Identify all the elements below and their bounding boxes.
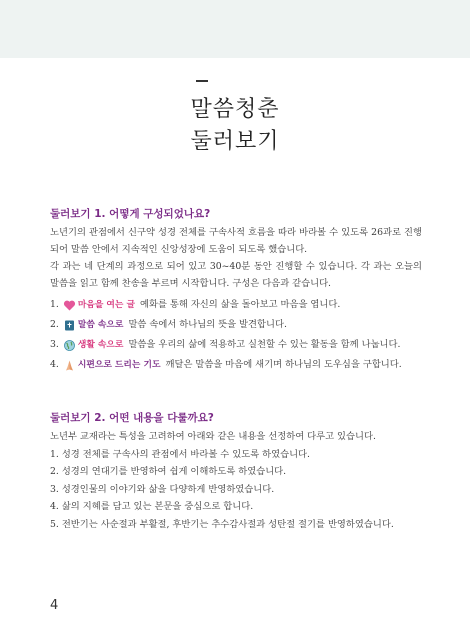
section1-paragraph-1: 노년기의 관점에서 신구약 성경 전체를 구속사적 흐름을 따라 바라볼 수 있도록 26과로 진행되어 말씀 안에서 지속적인 신앙성장에 도움이 되도록 했습니다. bbox=[50, 227, 422, 255]
section2-intro: 노년부 교재라는 특성을 고려하여 아래와 같은 내용을 선정하여 다루고 있습니다. bbox=[50, 431, 376, 442]
content-line: 4. 삶의 지혜를 담고 있는 본문을 중심으로 합니다. bbox=[50, 501, 254, 512]
section-contents bbox=[50, 410, 422, 533]
item-tag: 말씀 속으로 bbox=[77, 320, 124, 330]
page-title-line2: 둘러보기 bbox=[190, 129, 280, 154]
component-list bbox=[50, 295, 422, 375]
section-composition bbox=[50, 206, 422, 375]
item-number: 3. bbox=[50, 339, 59, 350]
heart-icon bbox=[63, 299, 76, 312]
page-title-line1: 말씀청춘 bbox=[190, 97, 280, 122]
item-tag: 마음을 여는 글 bbox=[77, 300, 135, 310]
content-line: 5. 전반기는 사순절과 부활절, 후반기는 추수감사절과 성탄절 절기를 반영하였습니다. bbox=[50, 518, 394, 530]
list-item bbox=[50, 295, 422, 315]
praying-hands-icon bbox=[63, 359, 76, 372]
item-number: 1. bbox=[50, 299, 59, 310]
list-item bbox=[50, 335, 422, 355]
item-number: 2. bbox=[50, 319, 59, 330]
section1-heading: 둘러보기 1. 어떻게 구성되었나요? bbox=[50, 208, 211, 220]
section2-heading: 둘러보기 2. 어떤 내용을 다룰까요? bbox=[50, 412, 214, 424]
item-text: 말씀을 우리의 삶에 적용하고 실천할 수 있는 활동을 함께 나눕니다. bbox=[128, 339, 401, 350]
item-number: 4. bbox=[50, 359, 59, 370]
item-text: 말씀 속에서 하나님의 뜻을 발견합니다. bbox=[128, 319, 287, 330]
title-dash bbox=[196, 80, 208, 82]
content-line: 3. 성경인물의 이야기와 삶을 다양하게 반영하였습니다. bbox=[50, 483, 275, 495]
content-line: 1. 성경 전체를 구속사의 관점에서 바라볼 수 있도록 하였습니다. bbox=[50, 448, 310, 460]
list-item bbox=[50, 315, 422, 335]
item-tag: 시편으로 드리는 기도 bbox=[77, 360, 161, 370]
item-text: 깨달은 말씀을 마음에 새기며 하나님의 도우심을 구합니다. bbox=[165, 359, 402, 370]
item-tag: 생활 속으로 bbox=[77, 340, 124, 350]
content-line: 2. 성경의 연대기를 반영하여 쉽게 이해하도록 하였습니다. bbox=[50, 466, 287, 477]
page-number: 4 bbox=[50, 598, 59, 613]
section1-paragraph-2: 각 과는 네 단계의 과정으로 되어 있고 30~40분 동안 진행할 수 있습니다. 각 과는 오늘의 말씀을 읽고 함께 찬송을 부르며 시작합니다. 구성은 다음과 같습니다. bbox=[50, 261, 422, 289]
globe-icon bbox=[63, 339, 76, 352]
list-item bbox=[50, 355, 422, 375]
item-text: 예화를 통해 자신의 삶을 돌아보고 마음을 엽니다. bbox=[140, 299, 341, 310]
top-band bbox=[0, 0, 470, 58]
bible-icon bbox=[63, 319, 76, 332]
